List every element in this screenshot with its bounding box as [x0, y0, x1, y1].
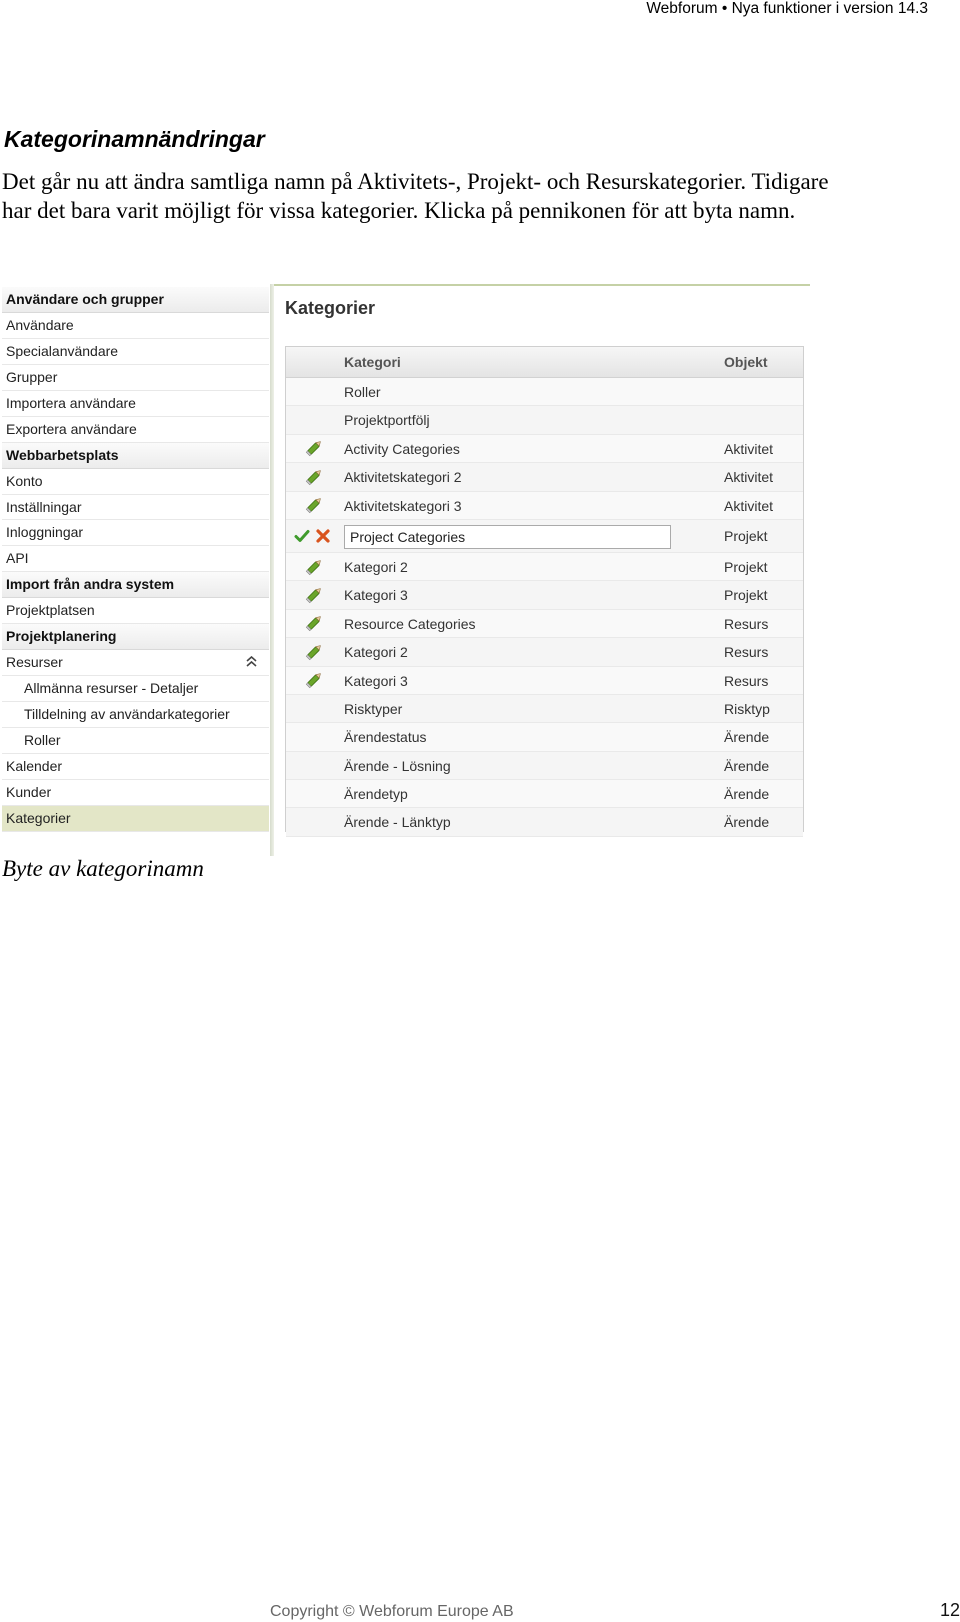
- object-type: Risktyp: [724, 700, 770, 717]
- sidebar-item-label: Konto: [6, 472, 43, 489]
- sidebar-item[interactable]: [2, 495, 269, 521]
- category-name-input[interactable]: Project Categories: [344, 525, 671, 549]
- pencil-icon[interactable]: [304, 610, 324, 637]
- sidebar-item[interactable]: [2, 728, 269, 754]
- sidebar-item[interactable]: [2, 365, 269, 391]
- sidebar-item-label: Inställningar: [6, 498, 82, 515]
- sidebar-item-label: Specialanvändare: [6, 342, 119, 359]
- pencil-icon[interactable]: [304, 492, 324, 519]
- table-row: [286, 435, 803, 463]
- panel-title: Kategorier: [285, 298, 376, 318]
- object-type: Resurs: [724, 644, 769, 661]
- table-row: [286, 638, 803, 666]
- table-row: [286, 463, 803, 491]
- grid-body: [286, 378, 803, 837]
- sidebar-item-label: Roller: [24, 731, 61, 748]
- sidebar-item-label: Webbarbetsplats: [6, 446, 119, 463]
- sidebar-item[interactable]: [2, 702, 269, 728]
- table-row: [286, 695, 803, 723]
- column-header-category[interactable]: Kategori: [344, 354, 401, 370]
- object-type: Projekt: [724, 558, 768, 575]
- object-type: Resurs: [724, 672, 769, 689]
- object-type: Aktivitet: [724, 440, 774, 457]
- page-number: 12: [939, 1600, 960, 1620]
- pencil-icon[interactable]: [304, 553, 324, 580]
- table-row: [286, 520, 803, 553]
- sidebar-item-label: API: [6, 550, 29, 567]
- category-name: Risktyper: [344, 700, 403, 717]
- table-row: [286, 581, 803, 609]
- sidebar-group-header[interactable]: [2, 287, 269, 313]
- object-type: Projekt: [724, 527, 768, 544]
- figure-caption: Byte av kategorinamn: [2, 856, 204, 881]
- object-type: Aktivitet: [724, 469, 774, 486]
- table-row: [286, 752, 803, 780]
- table-row: [286, 667, 803, 695]
- pencil-icon[interactable]: [304, 463, 324, 490]
- sidebar-item-label: Användare: [6, 316, 74, 333]
- category-name: Ärendestatus: [344, 729, 427, 746]
- object-type: Projekt: [724, 587, 768, 604]
- sidebar-item[interactable]: [2, 391, 269, 417]
- sidebar-item-label: Kategorier: [6, 809, 71, 826]
- pencil-icon[interactable]: [304, 581, 324, 608]
- category-name: Aktivitetskategori 2: [344, 469, 462, 486]
- category-name: Kategori 2: [344, 558, 408, 575]
- sidebar-item-label: Projektplatsen: [6, 602, 95, 619]
- pencil-icon[interactable]: [304, 638, 324, 665]
- sidebar-item-label: Grupper: [6, 368, 58, 385]
- sidebar-item[interactable]: [2, 676, 269, 702]
- category-name: Projektportfölj: [344, 412, 430, 429]
- category-name: Ärendetyp: [344, 786, 408, 803]
- table-row: [286, 553, 803, 581]
- table-row: [286, 780, 803, 808]
- sidebar-item-label: Användare och grupper: [6, 291, 164, 307]
- sidebar-item[interactable]: [2, 520, 269, 546]
- pencil-icon[interactable]: [304, 667, 324, 694]
- table-row: [286, 808, 803, 836]
- sidebar-item-label: Import från andra system: [6, 576, 175, 593]
- category-name: Kategori 3: [344, 587, 408, 604]
- double-chevron-up-icon[interactable]: [246, 650, 257, 676]
- pencil-icon[interactable]: [304, 435, 324, 462]
- sidebar-item-label: Resurser: [6, 654, 63, 671]
- object-type: Aktivitet: [724, 497, 774, 514]
- sidebar-item[interactable]: [2, 598, 269, 624]
- admin-sidebar: [2, 287, 269, 855]
- sidebar-item[interactable]: [2, 806, 269, 832]
- sidebar-group-header[interactable]: [2, 572, 269, 598]
- screenshot-figure: [0, 284, 810, 856]
- category-name: Ärende - Länktyp: [344, 814, 451, 831]
- sidebar-item-label: Kalender: [6, 757, 63, 774]
- object-type: Ärende: [724, 814, 770, 831]
- sidebar-group-header[interactable]: [2, 443, 269, 469]
- object-type: Ärende: [724, 729, 770, 746]
- category-name: Ärende - Lösning: [344, 757, 451, 774]
- categories-grid: [285, 346, 804, 832]
- object-type: Ärende: [724, 757, 770, 774]
- sidebar-item[interactable]: [2, 469, 269, 495]
- sidebar-item[interactable]: [2, 339, 269, 365]
- table-row: [286, 406, 803, 434]
- sidebar-item-label: Exportera användare: [6, 420, 137, 437]
- section-heading: Kategorinamnändringar: [4, 126, 265, 152]
- category-name: Resource Categories: [344, 615, 476, 632]
- sidebar-item[interactable]: [2, 780, 269, 806]
- object-type: Ärende: [724, 786, 770, 803]
- table-row: [286, 723, 803, 751]
- checkmark-icon[interactable]: [294, 520, 310, 552]
- category-name: Kategori 2: [344, 644, 408, 661]
- sidebar-group-header[interactable]: [2, 624, 269, 650]
- category-name: Aktivitetskategori 3: [344, 497, 462, 514]
- sidebar-divider: [270, 284, 274, 856]
- table-row: [286, 492, 803, 520]
- sidebar-item[interactable]: [2, 650, 269, 676]
- sidebar-item[interactable]: [2, 313, 269, 339]
- sidebar-item[interactable]: [2, 546, 269, 572]
- sidebar-item-label: Allmänna resurser - Detaljer: [24, 680, 199, 697]
- sidebar-item[interactable]: [2, 754, 269, 780]
- running-header: Webforum • Nya funktioner i version 14.3: [646, 0, 928, 17]
- intro-paragraph: Det går nu att ändra samtliga namn på Aktivitets-, Projekt- och Resurskategorier. Tidigare har det bara varit möjligt för vissa kategorier. Klicka på pennikonen för att byta namn.: [2, 169, 829, 223]
- sidebar-item-label: Inloggningar: [6, 524, 84, 541]
- footer-copyright: Copyright © Webforum Europe AB: [270, 1603, 514, 1620]
- sidebar-item-label: Kunder: [6, 783, 52, 800]
- category-name: Roller: [344, 384, 381, 400]
- sidebar-item-label: Importera användare: [6, 394, 136, 411]
- column-header-object[interactable]: Objekt: [724, 354, 768, 370]
- table-row: [286, 610, 803, 638]
- category-name: Kategori 3: [344, 672, 408, 689]
- sidebar-item[interactable]: [2, 417, 269, 443]
- panel-top-rule: [274, 284, 810, 286]
- sidebar-item-label: Projektplanering: [6, 628, 117, 645]
- grid-header: [286, 347, 803, 378]
- table-row: [286, 378, 803, 406]
- category-name: Activity Categories: [344, 440, 460, 457]
- sidebar-item-label: Tilldelning av användarkategorier: [24, 706, 230, 722]
- object-type: Resurs: [724, 615, 769, 632]
- close-icon[interactable]: [315, 520, 331, 552]
